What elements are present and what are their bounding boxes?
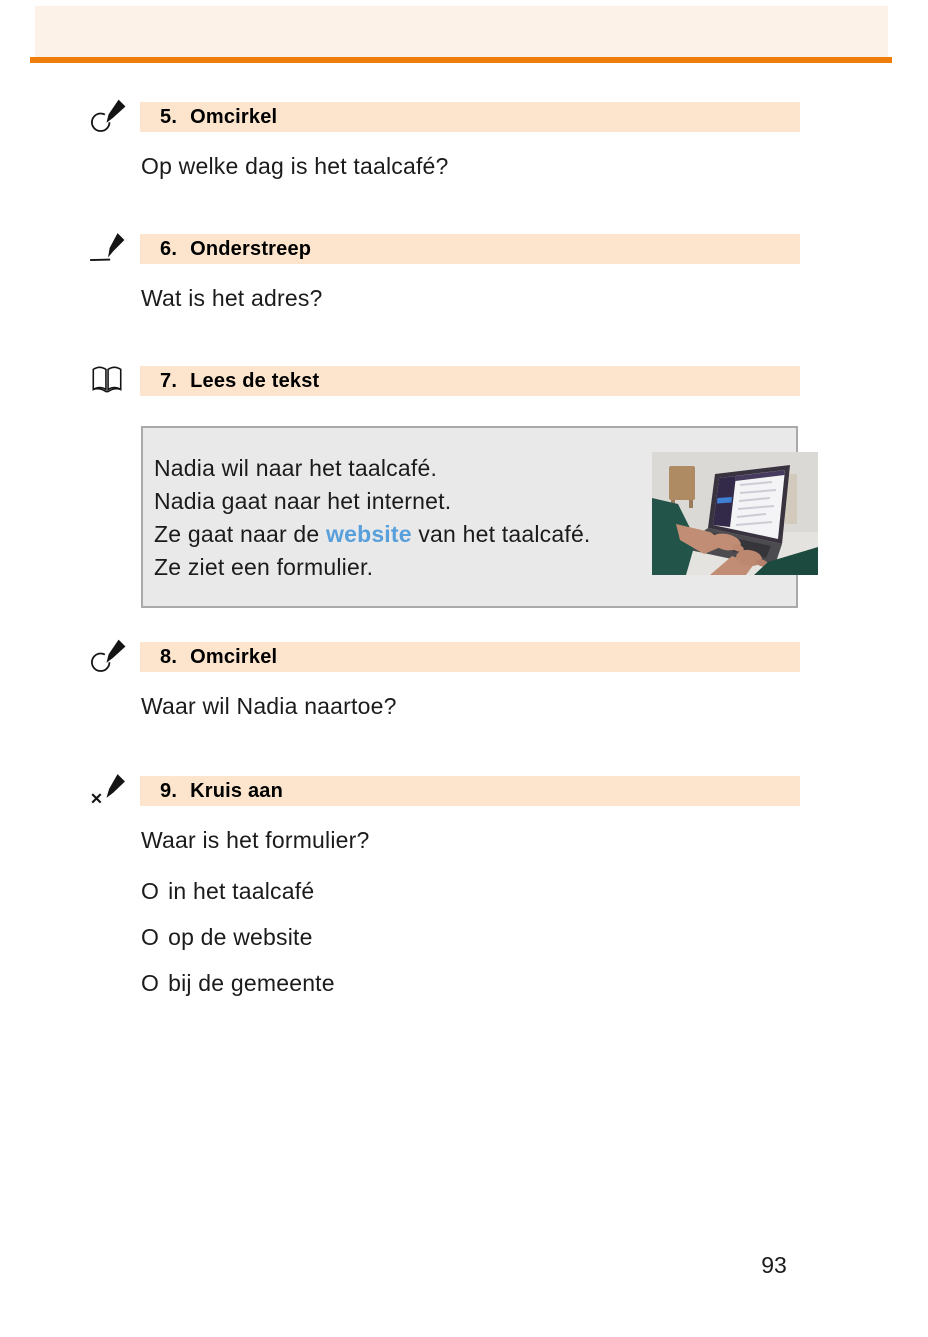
circle-pen-icon <box>88 638 126 676</box>
exercise-title: Kruis aan <box>190 779 284 802</box>
exercise-number: 6. <box>160 237 178 260</box>
exercise-9-question: Waar is het formulier? <box>141 827 370 853</box>
reading-line: Nadia gaat naar het internet. <box>154 488 452 514</box>
reading-line <box>154 518 591 551</box>
option-in-het-taalcafe[interactable] <box>141 878 314 905</box>
exercise-title: Omcirkel <box>190 105 278 128</box>
option-label: op de website <box>168 924 313 950</box>
reading-line-suffix: van het taalcafé. <box>411 521 591 547</box>
exercise-number: 8. <box>160 645 178 668</box>
exercise-number: 7. <box>160 369 178 392</box>
exercise-title: Lees de tekst <box>190 369 320 392</box>
underline-pen-icon <box>88 230 126 268</box>
exercise-number: 9. <box>160 779 178 802</box>
exercise-6-question: Wat is het adres? <box>141 285 323 311</box>
exercise-number: 5. <box>160 105 178 128</box>
hands-typing-on-laptop-photo <box>652 452 818 575</box>
reading-line: Ze ziet een formulier. <box>154 554 374 580</box>
exercise-5-header-bar <box>140 102 800 132</box>
option-bij-de-gemeente[interactable] <box>141 970 335 997</box>
circle-pen-icon <box>88 98 126 136</box>
exercise-6-header-bar <box>140 234 800 264</box>
orange-divider-rule <box>30 57 892 63</box>
exercise-title: Onderstreep <box>190 237 312 260</box>
exercise-9-header-bar <box>140 776 800 806</box>
website-link[interactable]: website <box>325 521 412 547</box>
open-book-icon <box>88 362 126 400</box>
option-label: bij de gemeente <box>168 970 335 996</box>
top-banner-band <box>35 6 888 57</box>
x-pen-icon <box>88 772 126 810</box>
exercise-7-header-bar <box>140 366 800 396</box>
exercise-5-question: Op welke dag is het taalcafé? <box>141 153 449 179</box>
option-op-de-website[interactable] <box>141 924 313 951</box>
reading-line-prefix: Ze gaat naar de <box>154 521 326 547</box>
reading-text <box>154 452 591 584</box>
option-circle-marker[interactable]: O <box>141 924 160 950</box>
exercise-title: Omcirkel <box>190 645 278 668</box>
page-number: 93 <box>761 1252 787 1278</box>
exercise-8-question: Waar wil Nadia naartoe? <box>141 693 397 719</box>
option-label: in het taalcafé <box>168 878 315 904</box>
exercise-8-header-bar <box>140 642 800 672</box>
option-circle-marker[interactable]: O <box>141 878 160 904</box>
option-circle-marker[interactable]: O <box>141 970 160 996</box>
reading-line: Nadia wil naar het taalcafé. <box>154 455 438 481</box>
